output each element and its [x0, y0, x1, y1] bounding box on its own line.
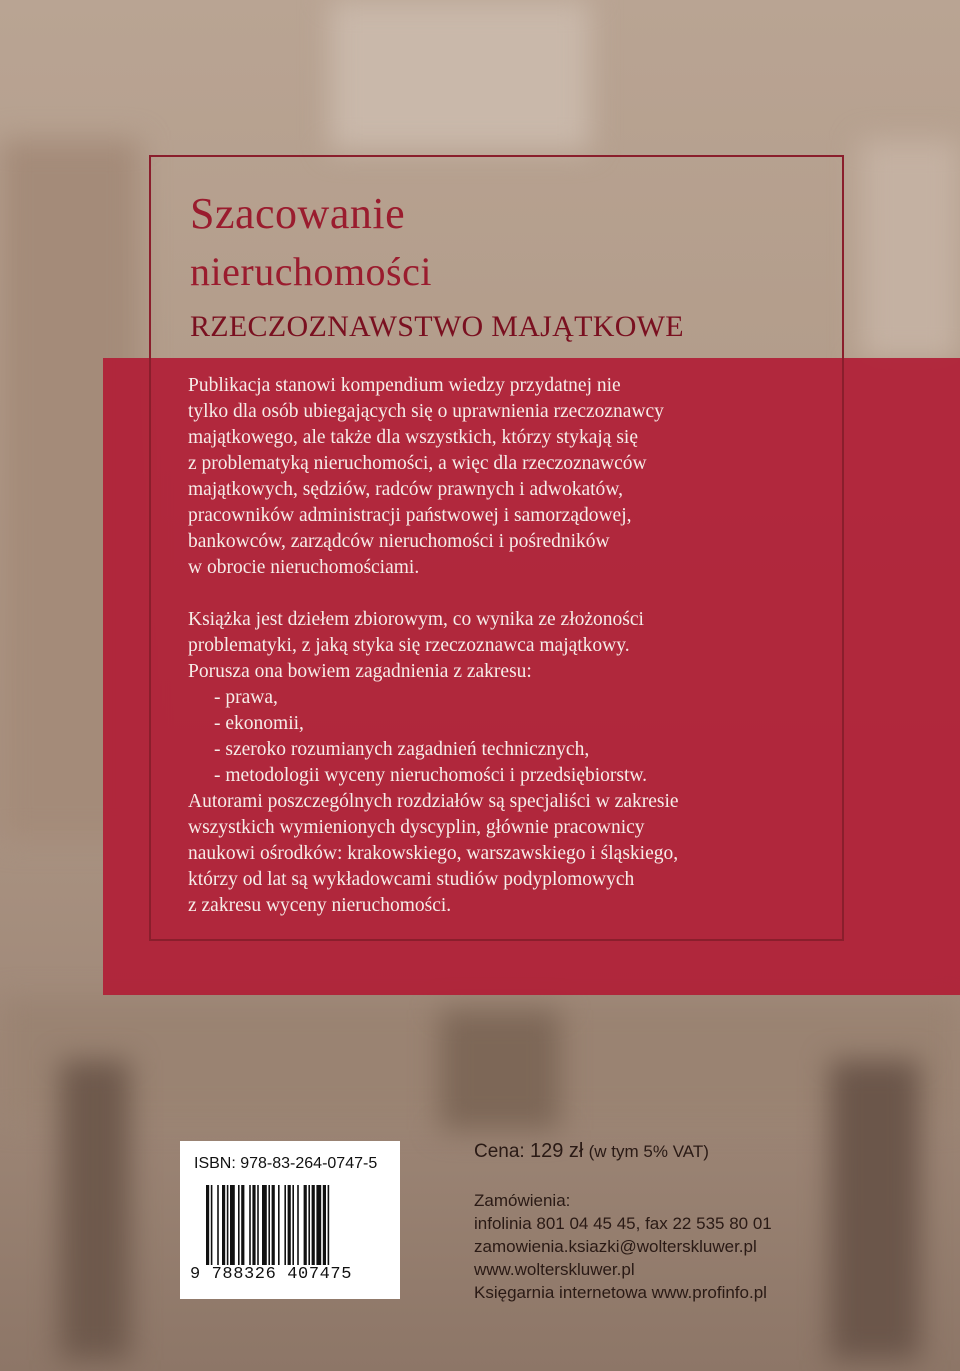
topic-list [188, 685, 808, 789]
phone-fax: infolinia 801 04 45 45, fax 22 535 80 01 [474, 1214, 772, 1233]
list-item: - szeroko rozumianych zagadnień technicznych, [214, 739, 590, 760]
isbn-label: ISBN: 978-83-264-0747-5 [194, 1155, 378, 1172]
list-item: - prawa, [214, 687, 278, 708]
barcode-box [180, 1141, 400, 1299]
shop-link[interactable]: Księgarnia internetowa www.profinfo.pl [474, 1283, 767, 1302]
price-value: 129 zł [529, 1140, 584, 1162]
paragraph-1: Publikacja stanowi kompendium wiedzy przydatnej nie tylko dla osób ubiegających się o uprawnienia rzeczoznawcy majątkowego, ale także dla wszystkich, którzy stykają się z problematyką nieruchomości, a więc dla rzeczoznawców majątkowych, sędziów, radców prawnych i adwokatów, pracowników administracji państwowej i samorządowej, bankowców, zarządców nieruchomości i pośredników w obrocie nieruchomościami. [188, 375, 664, 578]
list-item: - ekonomii, [214, 713, 304, 734]
orders-label: Zamówienia: [474, 1191, 571, 1210]
book-title-line1: Szacowanie [190, 189, 406, 238]
website-link[interactable]: www.wolterskluwer.pl [474, 1260, 635, 1279]
order-info [474, 1140, 772, 1304]
barcode-icon [204, 1185, 384, 1269]
book-subtitle: RZECZOZNAWSTWO MAJĄTKOWE [190, 310, 684, 343]
book-title-line2: nieruchomości [190, 249, 432, 294]
email-link[interactable]: zamowienia.ksiazki@wolterskluwer.pl [474, 1237, 757, 1256]
list-item: - metodologii wyceny nieruchomości i przedsiębiorstw. [214, 765, 648, 786]
barcode-digits: 9 788326 407475 [190, 1265, 353, 1284]
description [188, 373, 808, 919]
paragraph-2: Książka jest dziełem zbiorowym, co wynika ze złożoności problematyki, z jaką styka się rzeczoznawca majątkowy. Porusza ona bowiem zagadnienia z zakresu: [188, 609, 644, 682]
price-vat: (w tym 5% VAT) [588, 1142, 709, 1161]
paragraph-3: Autorami poszczególnych rozdziałów są specjaliści w zakresie wszystkich wymienionych dyscyplin, głównie pracownicy naukowi ośrodków: krakowskiego, warszawskiego i śląskiego, którzy od lat są wykładowcami studiów podyplomowych z zakresu wyceny nieruchomości. [188, 791, 679, 916]
price: Cena: 129 zł (w tym 5% VAT) [474, 1140, 709, 1162]
